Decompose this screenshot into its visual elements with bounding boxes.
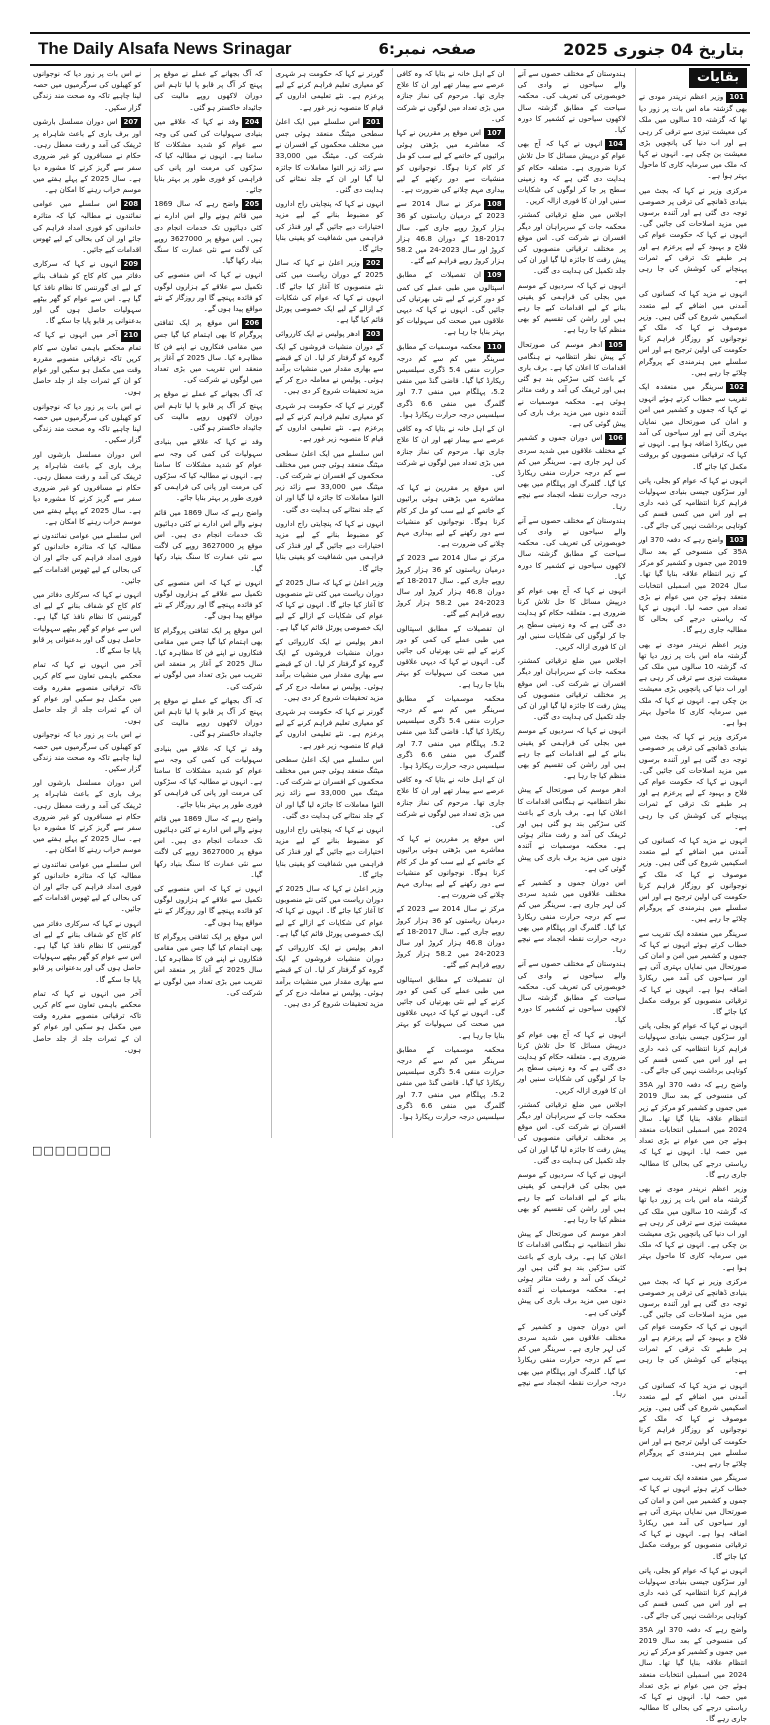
- article-column: [271, 68, 386, 1138]
- paragraph-text: انہوں نے مزید کہا کہ کسانوں کی آمدنی میں اضافے کے لیے متعدد اسکیمیں شروع کی گئی ہیں۔ وزیر موصوف نے کہا کہ ملک کے نوجوانوں کو روزگار فراہم کرنا حکومت کی اولین ترجیح ہے اور اس سلسلے میں ہنرمندی کے پروگرام چلائے جا رہے ہیں۔: [638, 289, 747, 377]
- paragraph-text: اجلاس میں ضلع ترقیاتی کمشنر، محکمہ جات کے سربراہان اور دیگر افسران نے شرکت کی۔ اس موقع پر مختلف ترقیاتی منصوبوں کی پیش رفت کا جائزہ لیا گیا اور ان کی جلد تکمیل کی ہدایت دی گئی۔: [517, 210, 626, 276]
- section-label: بقایات: [689, 68, 747, 88]
- article-paragraph: [518, 280, 626, 336]
- article-column: [635, 68, 750, 1724]
- paragraph-text: اس دوران مسلسل بارشوں اور برف باری کے باعث شاہراہ پر ٹریفک کی آمد و رفت معطل رہی۔ حکام نے مسافروں کو غیر ضروری سفر سے گریز کرنے کا مشورہ دیا ہے۔ سال 2025 کے پہلے ہفتے میں موسم خراب رہنے کا امکان ہے۔: [32, 778, 142, 855]
- article-paragraph: [396, 623, 504, 690]
- paragraph-text: وزیر اعظم نریندر مودی نے بھی گزشتہ ماہ اس بات پر زور دیا تھا کہ گزشتہ 10 سالوں میں ملک کی معیشت تیزی سے ترقی کر رہی ہے اور اب دنیا کی پانچویں بڑی معیشت بن چکی ہے۔ انہوں نے کہا کہ ملک میں سرمایہ کاری کا ماحول بہتر ہوا ہے۔: [638, 1184, 747, 1272]
- article-paragraph: [396, 68, 504, 124]
- paragraph-text: اس دوران مسلسل بارشوں اور برف باری کے باعث شاہراہ پر ٹریفک کی آمد و رفت معطل رہی۔ حکام نے مسافروں کو غیر ضروری سفر سے گریز کرنے کا مشورہ دیا ہے۔ سال 2025 کے پہلے ہفتے میں موسم خراب رہنے کا امکان ہے۔: [32, 449, 142, 526]
- article-paragraph: [154, 813, 262, 880]
- article-paragraph: [154, 269, 262, 314]
- article-paragraph: [33, 198, 141, 255]
- article-paragraph: [518, 68, 626, 135]
- page-number: صفحہ نمبر:6: [378, 40, 477, 58]
- article-paragraph: [396, 552, 504, 619]
- article-paragraph: [639, 534, 747, 636]
- article-paragraph: [33, 449, 141, 527]
- paragraph-text: ان کے اہل خانہ نے بتایا کہ وہ کافی عرصے سے بیمار تھے اور ان کا علاج جاری تھا۔ مرحوم کی نماز جنازہ میں بڑی تعداد میں لوگوں نے شرکت کی۔: [396, 775, 505, 829]
- article-paragraph: [639, 639, 747, 729]
- paragraph-text: مرکزی وزیر نے کہا کہ بجٹ میں بنیادی ڈھانچے کی ترقی پر خصوصی توجہ دی گئی ہے اور آئندہ برسوں میں مزید اصلاحات کی جائیں گی۔ انہوں نے کہا کہ حکومت عوام کی فلاح و بہبود کے لیے پرعزم ہے اور ہر طبقے تک ترقی کے ثمرات پہنچانے کی کوشش کی جا رہی ہے۔: [638, 1276, 747, 1376]
- article-paragraph: [518, 958, 626, 1025]
- article-paragraph: [396, 341, 504, 420]
- article-paragraph: [518, 1169, 626, 1225]
- continuation-number: 108: [484, 199, 505, 210]
- paragraph-text: انہوں نے کہا کہ سرکاری دفاتر میں کام کاج کو شفاف بنانے کے لیے ای گورننس کا نظام نافذ کیا گیا ہے۔ اس سے عوام کو گھر بیٹھے سہولیات حاصل ہوں گی اور بدعنوانی پر قابو پایا جا سکے گا۔: [32, 259, 142, 326]
- paragraph-text: ان کے اہل خانہ نے بتایا کہ وہ کافی عرصے سے بیمار تھے اور ان کا علاج جاری تھا۔ مرحوم کی نماز جنازہ میں بڑی تعداد میں لوگوں نے شرکت کی۔: [396, 424, 505, 478]
- article-paragraph: [518, 138, 626, 206]
- article-paragraph: [396, 482, 504, 549]
- paragraph-text: سرینگر میں منعقدہ ایک تقریب سے خطاب کرتے ہوئے انہوں نے کہا کہ جموں و کشمیر میں امن و امان کی صورتحال میں نمایاں بہتری آئی ہے اور سیاحوں کی آمد میں ریکارڈ اضافہ ہوا ہے۔ انہوں نے کہا کہ ترقیاتی منصوبوں کو بروقت مکمل کیا جائے گا۔: [638, 382, 747, 471]
- paragraph-text: اس دوران جموں و کشمیر کے مختلف علاقوں میں شدید سردی کی لہر جاری ہے۔ سرینگر میں کم سے کم درجہ حرارت منفی ریکارڈ کیا گیا۔ گلمرگ اور پہلگام میں بھی درجہ حرارت نقطہ انجماد سے نیچے رہا۔: [517, 433, 626, 511]
- paragraph-text: اس موقع پر ایک ثقافتی پروگرام کا بھی اہتمام کیا گیا جس میں مقامی فنکاروں نے اپنے فن کا مظاہرہ کیا۔ سال 2025 کے آغاز پر منعقد اس تقریب میں بڑی تعداد میں لوگوں نے شرکت کی۔: [154, 625, 263, 691]
- article-paragraph: [33, 258, 141, 326]
- article-paragraph: [275, 328, 383, 396]
- paragraph-text: انہوں نے کہا کہ سردیوں کے موسم میں بجلی کی فراہمی کو یقینی بنانے کے لیے اقدامات کیے جا رہے ہیں اور راشن کی تقسیم کو بھی منظم کیا جا رہا ہے۔: [517, 726, 626, 781]
- paragraph-text: ادھر پولیس نے ایک کارروائی کے دوران منشیات فروشوں کے ایک گروہ کو گرفتار کر لیا۔ ان کے قبضے سے بھاری مقدار میں منشیات برآمد ہوئی۔ پولیس نے معاملہ درج کر کے مزید تحقیقات شروع کر دی ہیں۔: [275, 636, 384, 702]
- article-paragraph: [275, 198, 383, 254]
- article-paragraph: [396, 269, 504, 337]
- article-paragraph: [639, 1276, 747, 1377]
- article-paragraph: [275, 448, 383, 515]
- article-paragraph: [518, 339, 626, 430]
- article-paragraph: [275, 636, 383, 703]
- paragraph-text: انہوں نے کہا کہ اس منصوبے کی تکمیل سے علاقے کے ہزاروں لوگوں کو فائدہ پہنچے گا اور روزگار کے نئے مواقع پیدا ہوں گے۔: [154, 884, 263, 927]
- paragraph-text: انہوں نے کہا کہ عوام کو بجلی، پانی اور سڑکوں جیسی بنیادی سہولیات فراہم کرنا انتظامیہ کی ذمہ داری ہے اور اس میں کسی قسم کی کوتاہی برداشت نہیں کی جائے گی۔: [638, 1565, 747, 1620]
- paragraph-text: سرینگر میں منعقدہ ایک تقریب سے خطاب کرتے ہوئے انہوں نے کہا کہ جموں و کشمیر میں امن و امان کی صورتحال میں نمایاں بہتری آئی ہے اور سیاحوں کی آمد میں ریکارڈ اضافہ ہوا ہے۔ انہوں نے کہا کہ ترقیاتی منصوبوں کو بروقت مکمل کیا جائے گا۔: [638, 928, 747, 1017]
- continuation-number: 103: [726, 535, 747, 546]
- article-paragraph: [639, 1565, 747, 1621]
- article-paragraph: [518, 209, 626, 276]
- paragraph-text: انہوں نے کہا کہ آج بھی عوام کو درپیش مسائل کا حل تلاش کرنا ضروری ہے۔ متعلقہ حکام کو ہدایت دی گئی ہے کہ وہ زمینی سطح پر جا کر لوگوں کی شکایات سنیں اور ان کا فوری ازالہ کریں۔: [517, 585, 626, 651]
- article-paragraph: [518, 1029, 626, 1096]
- continuation-number: 201: [363, 117, 384, 128]
- paragraph-text: انہوں نے کہا کہ سرکاری دفاتر میں کام کاج کو شفاف بنانے کے لیے ای گورننس کا نظام نافذ کیا گیا ہے۔ اس سے عوام کو گھر بیٹھے سہولیات حاصل ہوں گی اور بدعنوانی پر قابو پایا جا سکے گا۔: [32, 589, 142, 655]
- article-paragraph: [639, 1472, 747, 1562]
- continuation-number: 107: [484, 128, 505, 139]
- article-paragraph: [33, 116, 141, 195]
- continuation-number: 110: [484, 342, 505, 353]
- paragraph-text: اس موقع پر مقررین نے کہا کہ معاشرے میں بڑھتی ہوئی برائیوں کے خاتمے کے لیے سب کو مل کر کام کرنا ہوگا۔ نوجوانوں کو منشیات سے دور رکھنے کے لیے بیداری مہم چلانے کی ضرورت ہے۔: [396, 483, 505, 549]
- continuation-number: 106: [605, 433, 626, 444]
- paragraph-text: انہوں نے کہا کہ عوام کو بجلی، پانی اور سڑکوں جیسی بنیادی سہولیات فراہم کرنا انتظامیہ کی ذمہ داری ہے اور اس میں کسی قسم کی کوتاہی برداشت نہیں کی جائے گی۔: [638, 1021, 747, 1076]
- article-paragraph: [518, 1321, 626, 1399]
- paragraph-text: ہندوستان کے مختلف حصوں سے آنے والے سیاحوں نے وادی کی خوبصورتی کی تعریف کی۔ محکمہ سیاحت کے مطابق گزشتہ سال لاکھوں سیاحوں نے کشمیر کا دورہ کیا۔: [517, 69, 626, 135]
- article-paragraph: [275, 883, 383, 939]
- article-paragraph: [639, 1183, 747, 1273]
- article-paragraph: [275, 942, 383, 1009]
- paragraph-text: وفد نے کہا کہ علاقے میں بنیادی سہولیات کی کمی کی وجہ سے عوام کو شدید مشکلات کا سامنا ہے۔ انہوں نے مطالبہ کیا کہ سڑکوں کی مرمت اور پانی کی فراہمی کو فوری طور پر بہتر بنایا جائے۔: [154, 743, 263, 809]
- article-paragraph: [396, 198, 504, 266]
- issue-date: بتاریخ 04 جنوری 2025: [563, 39, 744, 59]
- paragraph-text: مرکز نے سال 2014 سے 2023 کے درمیان ریاستوں کو 36 ہزار کروڑ روپے جاری کیے۔ سال 2017-18 کے دوران 46.8 ہزار کروڑ اور سال 2023-24 میں 58.2 ہزار کروڑ روپے فراہم کیے گئے۔: [396, 199, 505, 266]
- article-paragraph: [33, 918, 141, 985]
- paragraph-text: آخر میں انہوں نے کہا کہ تمام محکمے باہمی تعاون سے کام کریں تاکہ ترقیاتی منصوبے مقررہ وقت میں مکمل ہو سکیں اور عوام کو ان کے ثمرات جلد از جلد حاصل ہوں۔: [32, 660, 142, 726]
- article-paragraph: [33, 777, 141, 855]
- paragraph-text: اس دوران جموں و کشمیر کے مختلف علاقوں میں شدید سردی کی لہر جاری ہے۔ سرینگر میں کم سے کم درجہ حرارت منفی ریکارڈ کیا گیا۔ گلمرگ اور پہلگام میں بھی درجہ حرارت نقطہ انجماد سے نیچے رہا۔: [517, 1321, 626, 1398]
- continuation-number: 105: [605, 340, 626, 351]
- article-paragraph: [518, 432, 626, 511]
- paragraph-text: محکمہ موسمیات کے مطابق سرینگر میں کم سے کم درجہ حرارت منفی 5.4 ڈگری سیلسیس ریکارڈ کیا گیا۔ قاضی گنڈ میں منفی 5.2، پہلگام میں منفی 7.7 اور گلمرگ میں منفی 6.6 ڈگری سیلسیس درجہ حرارت ریکارڈ ہوا۔: [396, 341, 505, 419]
- article-paragraph: [639, 91, 747, 182]
- article-paragraph: [275, 577, 383, 633]
- article-paragraph: [518, 877, 626, 955]
- paragraph-text: اس سلسلے میں عوامی نمائندوں نے مطالبہ کیا کہ متاثرہ خاندانوں کو فوری امداد فراہم کی جائے اور ان کی بحالی کے لیے ٹھوس اقدامات کیے جائیں۔: [32, 859, 142, 914]
- paragraph-text: ان کے اہل خانہ نے بتایا کہ وہ کافی عرصے سے بیمار تھے اور ان کا علاج جاری تھا۔ مرحوم کی نماز جنازہ میں بڑی تعداد میں لوگوں نے شرکت کی۔: [396, 69, 505, 123]
- article-paragraph: [396, 423, 504, 479]
- paragraph-text: وفد نے کہا کہ علاقے میں بنیادی سہولیات کی کمی کی وجہ سے عوام کو شدید مشکلات کا سامنا ہے۔ انہوں نے مطالبہ کیا کہ سڑکوں کی مرمت اور پانی کی فراہمی کو فوری طور پر بہتر بنایا جائے۔: [154, 437, 263, 503]
- paragraph-text: ادھر پولیس نے ایک کارروائی کے دوران منشیات فروشوں کے ایک گروہ کو گرفتار کر لیا۔ ان کے قبضے سے بھاری مقدار میں منشیات برآمد ہوئی۔ پولیس نے معاملہ درج کر کے مزید تحقیقات شروع کر دی ہیں۔: [275, 943, 384, 1009]
- paragraph-text: انہوں نے کہا کہ پنچایتی راج اداروں کو مضبوط بنانے کے لیے مزید اختیارات دیے جائیں گے اور فنڈز کی فراہمی میں شفافیت کو یقینی بنایا جائے گا۔: [275, 518, 384, 573]
- article-column: [392, 68, 507, 1138]
- continuation-number: 101: [726, 92, 747, 103]
- paragraph-text: انہوں نے کہا کہ پنچایتی راج اداروں کو مضبوط بنانے کے لیے مزید اختیارات دیے جائیں گے اور فنڈز کی فراہمی میں شفافیت کو یقینی بنایا جائے گا۔: [275, 825, 384, 879]
- paragraph-text: ادھر پولیس نے ایک کارروائی کے دوران منشیات فروشوں کے ایک گروہ کو گرفتار کر لیا۔ ان کے قبضے سے بھاری مقدار میں منشیات برآمد ہوئی۔ پولیس نے معاملہ درج کر کے مزید تحقیقات شروع کر دی ہیں۔: [275, 329, 384, 396]
- article-paragraph: [518, 655, 626, 722]
- article-paragraph: [275, 400, 383, 445]
- paragraph-text: اس سلسلے میں عوامی نمائندوں نے مطالبہ کیا کہ متاثرہ خاندانوں کو فوری امداد فراہم کی جائے اور ان کی بحالی کے لیے ٹھوس اقدامات کیے جائیں۔: [32, 530, 142, 585]
- paragraph-text: اس سلسلے میں ایک اعلیٰ سطحی میٹنگ منعقد ہوئی جس میں مختلف محکموں کے افسران نے شرکت کی۔ میٹنگ میں 33,000 سے زائد زیر التوا معاملات کا جائزہ لیا گیا اور ان کے جلد نمٹانے کی ہدایت دی گئی۔: [275, 116, 384, 195]
- footer-marks: □□□□□□□: [32, 1144, 112, 1157]
- paragraph-text: واضح رہے کہ سال 1869 میں قائم ہونے والے اس ادارے نے کئی دہائیوں تک خدمات انجام دی ہیں۔ اس موقع پر 3627000 روپے کی لاگت سے نئی عمارت کا سنگ بنیاد رکھا گیا۔: [154, 813, 263, 879]
- paragraph-text: وزیر اعظم نریندر مودی نے بھی گزشتہ ماہ اس بات پر زور دیا تھا کہ گزشتہ 10 سالوں میں ملک کی معیشت تیزی سے ترقی کر رہی ہے اور اب دنیا کی پانچویں بڑی معیشت بن چکی ہے۔ انہوں نے کہا کہ ملک میں سرمایہ کاری کا ماحول بہتر ہوا ہے۔: [638, 92, 748, 181]
- paragraph-text: اس سلسلے میں ایک اعلیٰ سطحی میٹنگ منعقد ہوئی جس میں مختلف محکموں کے افسران نے شرکت کی۔ میٹنگ میں 33,000 سے زائد زیر التوا معاملات کا جائزہ لیا گیا اور ان کے جلد نمٹانے کی ہدایت دی گئی۔: [275, 448, 384, 514]
- paragraph-text: ادھر موسم کی صورتحال کے پیش نظر انتظامیہ نے ہنگامی اقدامات کا اعلان کیا ہے۔ برف باری کے باعث کئی سڑکیں بند ہو گئی ہیں اور ٹریفک کی آمد و رفت متاثر ہوئی ہے۔ محکمہ موسمیات نے آئندہ دنوں میں مزید برف باری کی پیش گوئی کی ہے۔: [517, 785, 626, 873]
- paragraph-text: انہوں نے کہا کہ عوام کو بجلی، پانی اور سڑکوں جیسی بنیادی سہولیات فراہم کرنا انتظامیہ کی ذمہ داری ہے اور اس میں کسی قسم کی کوتاہی برداشت نہیں کی جائے گی۔: [638, 475, 747, 530]
- paragraph-text: اس دوران مسلسل بارشوں اور برف باری کے باعث شاہراہ پر ٹریفک کی آمد و رفت معطل رہی۔ حکام نے مسافروں کو غیر ضروری سفر سے گریز کرنے کا مشورہ دیا ہے۔ سال 2025 کے پہلے ہفتے میں موسم خراب رہنے کا امکان ہے۔: [32, 116, 142, 195]
- paragraph-text: انہوں نے کہا کہ اس منصوبے کی تکمیل سے علاقے کے ہزاروں لوگوں کو فائدہ پہنچے گا اور روزگار کے نئے مواقع پیدا ہوں گے۔: [154, 270, 263, 314]
- article-paragraph: [33, 589, 141, 656]
- paragraph-text: واضح رہے کہ دفعہ 370 اور 35A کی منسوخی کے بعد سال 2019 میں جموں و کشمیر کو مرکز کے زیر انتظام علاقہ بنایا گیا تھا۔ سال 2024 میں اسمبلی انتخابات منعقد ہوئے جن میں عوام نے بڑی تعداد میں حصہ لیا۔ انہوں نے کہا کہ ریاستی درجے کی بحالی کا مطالبہ جاری رہے گا۔: [638, 1624, 747, 1724]
- continuation-number: 209: [121, 259, 142, 270]
- article-paragraph: [639, 1079, 747, 1180]
- paragraph-text: ہندوستان کے مختلف حصوں سے آنے والے سیاحوں نے وادی کی خوبصورتی کی تعریف کی۔ محکمہ سیاحت کے مطابق گزشتہ سال لاکھوں سیاحوں نے کشمیر کا دورہ کیا۔: [517, 515, 626, 581]
- paragraph-text: اجلاس میں ضلع ترقیاتی کمشنر، محکمہ جات کے سربراہان اور دیگر افسران نے شرکت کی۔ اس موقع پر مختلف ترقیاتی منصوبوں کی پیش رفت کا جائزہ لیا گیا اور ان کی جلد تکمیل کی ہدایت دی گئی۔: [517, 656, 626, 722]
- continuation-number: 202: [363, 258, 384, 269]
- paragraph-text: گورنر نے کہا کہ حکومت ہر شہری کو معیاری تعلیم فراہم کرنے کے لیے پرعزم ہے۔ نئے تعلیمی اداروں کے قیام کا منصوبہ زیر غور ہے۔: [275, 69, 384, 112]
- article-paragraph: [275, 518, 383, 574]
- article-paragraph: [639, 731, 747, 832]
- paragraph-text: انہوں نے کہا کہ پنچایتی راج اداروں کو مضبوط بنانے کے لیے مزید اختیارات دیے جائیں گے اور فنڈز کی فراہمی میں شفافیت کو یقینی بنایا جائے گا۔: [275, 199, 384, 254]
- paragraph-text: واضح رہے کہ سال 1869 میں قائم ہونے والے اس ادارے نے کئی دہائیوں تک خدمات انجام دی ہیں۔ اس موقع پر 3627000 روپے کی لاگت سے نئی عمارت کا سنگ بنیاد رکھا گیا۔: [154, 199, 263, 266]
- article-paragraph: [275, 68, 383, 113]
- paragraph-text: ان تفصیلات کے مطابق اسپتالوں میں طبی عملے کی کمی کو دور کرنے کے لیے نئی بھرتیاں کی جائیں گی۔ انہوں نے کہا کہ دیہی علاقوں میں صحت کی سہولیات کو بہتر بنایا جا رہا ہے۔: [396, 270, 505, 337]
- paragraph-text: ادھر موسم کی صورتحال کے پیش نظر انتظامیہ نے ہنگامی اقدامات کا اعلان کیا ہے۔ برف باری کے باعث کئی سڑکیں بند ہو گئی ہیں اور ٹریفک کی آمد و رفت متاثر ہوئی ہے۔ محکمہ موسمیات نے آئندہ دنوں میں مزید برف باری کی پیش گوئی کی ہے۔: [517, 339, 626, 429]
- paragraph-text: ادھر موسم کی صورتحال کے پیش نظر انتظامیہ نے ہنگامی اقدامات کا اعلان کیا ہے۔ برف باری کے باعث کئی سڑکیں بند ہو گئی ہیں اور ٹریفک کی آمد و رفت متاثر ہوئی ہے۔ محکمہ موسمیات نے آئندہ دنوں میں مزید برف باری کی پیش گوئی کی ہے۔: [517, 1229, 626, 1317]
- continuation-number: 210: [121, 330, 142, 341]
- article-paragraph: [33, 729, 141, 774]
- article-paragraph: [518, 1099, 626, 1166]
- paragraph-text: اس سلسلے میں ایک اعلیٰ سطحی میٹنگ منعقد ہوئی جس میں مختلف محکموں کے افسران نے شرکت کی۔ میٹنگ میں 33,000 سے زائد زیر التوا معاملات کا جائزہ لیا گیا اور ان کے جلد نمٹانے کی ہدایت دی گئی۔: [275, 754, 384, 820]
- newspaper-name: The Daily Alsafa News Srinagar: [38, 39, 292, 58]
- paragraph-text: وفد نے کہا کہ علاقے میں بنیادی سہولیات کی کمی کی وجہ سے عوام کو شدید مشکلات کا سامنا ہے۔ انہوں نے مطالبہ کیا کہ سڑکوں کی مرمت اور پانی کی فراہمی کو فوری طور پر بہتر بنایا جائے۔: [154, 116, 263, 195]
- paragraph-text: سرینگر میں منعقدہ ایک تقریب سے خطاب کرتے ہوئے انہوں نے کہا کہ جموں و کشمیر میں امن و امان کی صورتحال میں نمایاں بہتری آئی ہے اور سیاحوں کی آمد میں ریکارڈ اضافہ ہوا ہے۔ انہوں نے کہا کہ ترقیاتی منصوبوں کو بروقت مکمل کیا جائے گا۔: [638, 1473, 747, 1561]
- paragraph-text: ان تفصیلات کے مطابق اسپتالوں میں طبی عملے کی کمی کو دور کرنے کے لیے نئی بھرتیاں کی جائیں گی۔ انہوں نے کہا کہ دیہی علاقوں میں صحت کی سہولیات کو بہتر بنایا جا رہا ہے۔: [396, 623, 505, 689]
- article-paragraph: [639, 1624, 747, 1725]
- article-column: [514, 68, 629, 1398]
- article-paragraph: [275, 824, 383, 880]
- article-paragraph: [639, 185, 747, 286]
- article-column: [30, 68, 144, 1138]
- paragraph-text: گورنر نے کہا کہ حکومت ہر شہری کو معیاری تعلیم فراہم کرنے کے لیے پرعزم ہے۔ نئے تعلیمی اداروں کے قیام کا منصوبہ زیر غور ہے۔: [275, 400, 384, 444]
- paragraph-text: نے اس بات پر زور دیا کہ نوجوانوں کو کھیلوں کی سرگرمیوں میں حصہ لینا چاہیے تاکہ وہ صحت مند زندگی گزار سکیں۔: [32, 69, 142, 112]
- article-paragraph: [275, 116, 383, 195]
- paragraph-text: آخر میں انہوں نے کہا کہ تمام محکمے باہمی تعاون سے کام کریں تاکہ ترقیاتی منصوبے مقررہ وقت میں مکمل ہو سکیں اور عوام کو ان کے ثمرات جلد از جلد حاصل ہوں۔: [32, 988, 142, 1054]
- paragraph-text: مرکز نے سال 2014 سے 2023 کے درمیان ریاستوں کو 36 ہزار کروڑ روپے جاری کیے۔ سال 2017-18 کے دوران 46.8 ہزار کروڑ اور سال 2023-24 میں 58.2 ہزار کروڑ روپے فراہم کیے گئے۔: [396, 553, 505, 619]
- article-paragraph: [154, 931, 262, 998]
- article-paragraph: [396, 974, 504, 1041]
- article-paragraph: [639, 381, 747, 472]
- article-paragraph: [33, 401, 141, 446]
- paragraph-text: انہوں نے مزید کہا کہ کسانوں کی آمدنی میں اضافے کے لیے متعدد اسکیمیں شروع کی گئی ہیں۔ وزیر موصوف نے کہا کہ ملک کے نوجوانوں کو روزگار فراہم کرنا حکومت کی اولین ترجیح ہے اور اس سلسلے میں ہنرمندی کے پروگرام چلائے جا رہے ہیں۔: [638, 1380, 747, 1468]
- article-paragraph: [33, 859, 141, 915]
- article-paragraph: [396, 127, 504, 195]
- article-paragraph: [396, 1044, 504, 1122]
- article-paragraph: [396, 774, 504, 830]
- paragraph-text: محکمہ موسمیات کے مطابق سرینگر میں کم سے کم درجہ حرارت منفی 5.4 ڈگری سیلسیس ریکارڈ کیا گیا۔ قاضی گنڈ میں منفی 5.2، پہلگام میں منفی 7.7 اور گلمرگ میں منفی 6.6 ڈگری سیلسیس درجہ حرارت ریکارڈ ہوا۔: [396, 1044, 505, 1122]
- paragraph-text: اس موقع پر مقررین نے کہا کہ معاشرے میں بڑھتی ہوئی برائیوں کے خاتمے کے لیے سب کو مل کر کام کرنا ہوگا۔ نوجوانوں کو منشیات سے دور رکھنے کے لیے بیداری مہم چلانے کی ضرورت ہے۔: [396, 834, 505, 900]
- paragraph-text: مرکزی وزیر نے کہا کہ بجٹ میں بنیادی ڈھانچے کی ترقی پر خصوصی توجہ دی گئی ہے اور آئندہ برسوں میں مزید اصلاحات کی جائیں گی۔ انہوں نے کہا کہ حکومت عوام کی فلاح و بہبود کے لیے پرعزم ہے اور ہر طبقے تک ترقی کے ثمرات پہنچانے کی کوشش کی جا رہی ہے۔: [638, 732, 747, 831]
- paragraph-text: واضح رہے کہ دفعہ 370 اور 35A کی منسوخی کے بعد سال 2019 میں جموں و کشمیر کو مرکز کے زیر انتظام علاقہ بنایا گیا تھا۔ سال 2024 میں اسمبلی انتخابات منعقد ہوئے جن میں عوام نے بڑی تعداد میں حصہ لیا۔ انہوں نے کہا کہ ریاستی درجے کی بحالی کا مطالبہ جاری رہے گا۔: [638, 1080, 747, 1179]
- article-paragraph: [275, 257, 383, 325]
- paragraph-text: انہوں نے کہا کہ اس منصوبے کی تکمیل سے علاقے کے ہزاروں لوگوں کو فائدہ پہنچے گا اور روزگار کے نئے مواقع پیدا ہوں گے۔: [154, 577, 263, 621]
- article-column: [150, 68, 265, 1138]
- article-paragraph: [154, 743, 262, 810]
- article-paragraph: [639, 928, 747, 1018]
- paragraph-text: کہ آگ بجھانے کے عملے نے موقع پر پہنچ کر آگ پر قابو پا لیا تاہم اس دوران لاکھوں روپے مالیت کی جائیداد خاکستر ہو گئی۔: [154, 69, 263, 112]
- paragraph-text: اس دوران جموں و کشمیر کے مختلف علاقوں میں شدید سردی کی لہر جاری ہے۔ سرینگر میں کم سے کم درجہ حرارت منفی ریکارڈ کیا گیا۔ گلمرگ اور پہلگام میں بھی درجہ حرارت نقطہ انجماد سے نیچے رہا۔: [517, 878, 626, 955]
- paragraph-text: وزیر اعلیٰ نے کہا کہ سال 2025 کے دوران ریاست میں کئی نئے منصوبوں کا آغاز کیا جائے گا۔ انہوں نے کہا کہ عوام کی شکایات کے ازالے کے لیے ایک خصوصی پورٹل قائم کیا گیا ہے۔: [275, 884, 384, 938]
- paragraph-text: اس سلسلے میں عوامی نمائندوں نے مطالبہ کیا کہ متاثرہ خاندانوں کو فوری امداد فراہم کی جائے اور ان کی بحالی کے لیے ٹھوس اقدامات کیے جائیں۔: [32, 199, 142, 255]
- article-paragraph: [639, 475, 747, 531]
- article-paragraph: [275, 754, 383, 821]
- article-paragraph: [396, 833, 504, 900]
- article-paragraph: [518, 1228, 626, 1318]
- article-columns: [30, 68, 750, 1724]
- paragraph-text: وزیر اعلیٰ نے کہا کہ سال 2025 کے دوران ریاست میں کئی نئے منصوبوں کا آغاز کیا جائے گا۔ انہوں نے کہا کہ عوام کی شکایات کے ازالے کے لیے ایک خصوصی پورٹل قائم کیا گیا ہے۔: [275, 258, 384, 325]
- paragraph-text: کہ آگ بجھانے کے عملے نے موقع پر پہنچ کر آگ پر قابو پا لیا تاہم اس دوران لاکھوں روپے مالیت کی جائیداد خاکستر ہو گئی۔: [154, 389, 263, 433]
- continuation-number: 207: [121, 117, 142, 128]
- paragraph-text: کہ آگ بجھانے کے عملے نے موقع پر پہنچ کر آگ پر قابو پا لیا تاہم اس دوران لاکھوں روپے مالیت کی جائیداد خاکستر ہو گئی۔: [154, 695, 263, 739]
- article-paragraph: [154, 695, 262, 740]
- article-paragraph: [154, 388, 262, 433]
- article-paragraph: [154, 436, 262, 503]
- continuation-number: 205: [242, 199, 263, 210]
- paragraph-text: نے اس بات پر زور دیا کہ نوجوانوں کو کھیلوں کی سرگرمیوں میں حصہ لینا چاہیے تاکہ وہ صحت مند زندگی گزار سکیں۔: [32, 401, 142, 445]
- paragraph-text: ان تفصیلات کے مطابق اسپتالوں میں طبی عملے کی کمی کو دور کرنے کے لیے نئی بھرتیاں کی جائیں گی۔ انہوں نے کہا کہ دیہی علاقوں میں صحت کی سہولیات کو بہتر بنایا جا رہا ہے۔: [396, 974, 505, 1040]
- paragraph-text: واضح رہے کہ دفعہ 370 اور 35A کی منسوخی کے بعد سال 2019 میں جموں و کشمیر کو مرکز کے زیر انتظام علاقہ بنایا گیا تھا۔ سال 2024 میں اسمبلی انتخابات منعقد ہوئے جن میں عوام نے بڑی تعداد میں حصہ لیا۔ انہوں نے کہا کہ ریاستی درجے کی بحالی کا مطالبہ جاری رہے گا۔: [638, 534, 747, 635]
- article-paragraph: [639, 1380, 747, 1470]
- article-paragraph: [154, 507, 262, 574]
- article-paragraph: [639, 288, 747, 378]
- article-paragraph: [639, 835, 747, 925]
- article-paragraph: [518, 725, 626, 781]
- paragraph-text: وزیر اعلیٰ نے کہا کہ سال 2025 کے دوران ریاست میں کئی نئے منصوبوں کا آغاز کیا جائے گا۔ انہوں نے کہا کہ عوام کی شکایات کے ازالے کے لیے ایک خصوصی پورٹل قائم کیا گیا ہے۔: [275, 577, 384, 632]
- article-paragraph: [396, 903, 504, 970]
- article-paragraph: [396, 693, 504, 771]
- paragraph-text: انہوں نے کہا کہ آج بھی عوام کو درپیش مسائل کا حل تلاش کرنا ضروری ہے۔ متعلقہ حکام کو ہدایت دی گئی ہے کہ وہ زمینی سطح پر جا کر لوگوں کی شکایات سنیں اور ان کا فوری ازالہ کریں۔: [517, 139, 626, 206]
- article-paragraph: [33, 659, 141, 726]
- article-paragraph: [154, 577, 262, 622]
- article-paragraph: [518, 784, 626, 874]
- continuation-number: 208: [121, 199, 142, 210]
- paragraph-text: انہوں نے مزید کہا کہ کسانوں کی آمدنی میں اضافے کے لیے متعدد اسکیمیں شروع کی گئی ہیں۔ وزیر موصوف نے کہا کہ ملک کے نوجوانوں کو روزگار فراہم کرنا حکومت کی اولین ترجیح ہے اور اس سلسلے میں ہنرمندی کے پروگرام چلائے جا رہے ہیں۔: [638, 836, 747, 924]
- paragraph-text: واضح رہے کہ سال 1869 میں قائم ہونے والے اس ادارے نے کئی دہائیوں تک خدمات انجام دی ہیں۔ اس موقع پر 3627000 روپے کی لاگت سے نئی عمارت کا سنگ بنیاد رکھا گیا۔: [154, 507, 263, 573]
- paragraph-text: انہوں نے کہا کہ سردیوں کے موسم میں بجلی کی فراہمی کو یقینی بنانے کے لیے اقدامات کیے جا رہے ہیں اور راشن کی تقسیم کو بھی منظم کیا جا رہا ہے۔: [517, 280, 626, 335]
- continuation-number: 203: [363, 329, 384, 340]
- continuation-number: 204: [242, 117, 263, 128]
- paragraph-text: اس موقع پر مقررین نے کہا کہ معاشرے میں بڑھتی ہوئی برائیوں کے خاتمے کے لیے سب کو مل کر کام کرنا ہوگا۔ نوجوانوں کو منشیات سے دور رکھنے کے لیے بیداری مہم چلانے کی ضرورت ہے۔: [396, 128, 505, 195]
- article-paragraph: [154, 116, 262, 195]
- paragraph-text: اجلاس میں ضلع ترقیاتی کمشنر، محکمہ جات کے سربراہان اور دیگر افسران نے شرکت کی۔ اس موقع پر مختلف ترقیاتی منصوبوں کی پیش رفت کا جائزہ لیا گیا اور ان کی جلد تکمیل کی ہدایت دی گئی۔: [517, 1099, 626, 1165]
- paragraph-text: اس موقع پر ایک ثقافتی پروگرام کا بھی اہتمام کیا گیا جس میں مقامی فنکاروں نے اپنے فن کا مظاہرہ کیا۔ سال 2025 کے آغاز پر منعقد اس تقریب میں بڑی تعداد میں لوگوں نے شرکت کی۔: [154, 931, 263, 997]
- article-paragraph: [275, 706, 383, 751]
- paragraph-text: مرکز نے سال 2014 سے 2023 کے درمیان ریاستوں کو 36 ہزار کروڑ روپے جاری کیے۔ سال 2017-18 کے دوران 46.8 ہزار کروڑ اور سال 2023-24 میں 58.2 ہزار کروڑ روپے فراہم کیے گئے۔: [396, 904, 505, 970]
- article-paragraph: [154, 68, 262, 113]
- paragraph-text: اس موقع پر ایک ثقافتی پروگرام کا بھی اہتمام کیا گیا جس میں مقامی فنکاروں نے اپنے فن کا مظاہرہ کیا۔ سال 2025 کے آغاز پر منعقد اس تقریب میں بڑی تعداد میں لوگوں نے شرکت کی۔: [154, 318, 263, 385]
- article-paragraph: [154, 883, 262, 928]
- paragraph-text: مرکزی وزیر نے کہا کہ بجٹ میں بنیادی ڈھانچے کی ترقی پر خصوصی توجہ دی گئی ہے اور آئندہ برسوں میں مزید اصلاحات کی جائیں گی۔ انہوں نے کہا کہ حکومت عوام کی فلاح و بہبود کے لیے پرعزم ہے اور ہر طبقے تک ترقی کے ثمرات پہنچانے کی کوشش کی جا رہی ہے۔: [638, 185, 747, 285]
- paragraph-text: آخر میں انہوں نے کہا کہ تمام محکمے باہمی تعاون سے کام کریں تاکہ ترقیاتی منصوبے مقررہ وقت میں مکمل ہو سکیں اور عوام کو ان کے ثمرات جلد از جلد حاصل ہوں۔: [32, 330, 142, 397]
- article-paragraph: [33, 988, 141, 1055]
- paragraph-text: انہوں نے کہا کہ سرکاری دفاتر میں کام کاج کو شفاف بنانے کے لیے ای گورننس کا نظام نافذ کیا گیا ہے۔ اس سے عوام کو گھر بیٹھے سہولیات حاصل ہوں گی اور بدعنوانی پر قابو پایا جا سکے گا۔: [32, 918, 142, 984]
- article-paragraph: [518, 515, 626, 582]
- masthead: [30, 32, 750, 66]
- continuation-number: 104: [605, 139, 626, 150]
- paragraph-text: انہوں نے کہا کہ سردیوں کے موسم میں بجلی کی فراہمی کو یقینی بنانے کے لیے اقدامات کیے جا رہے ہیں اور راشن کی تقسیم کو بھی منظم کیا جا رہا ہے۔: [517, 1170, 626, 1224]
- paragraph-text: انہوں نے کہا کہ آج بھی عوام کو درپیش مسائل کا حل تلاش کرنا ضروری ہے۔ متعلقہ حکام کو ہدایت دی گئی ہے کہ وہ زمینی سطح پر جا کر لوگوں کی شکایات سنیں اور ان کا فوری ازالہ کریں۔: [517, 1029, 626, 1095]
- continuation-number: 102: [726, 382, 747, 393]
- article-paragraph: [518, 585, 626, 652]
- article-paragraph: [154, 317, 262, 385]
- paragraph-text: نے اس بات پر زور دیا کہ نوجوانوں کو کھیلوں کی سرگرمیوں میں حصہ لینا چاہیے تاکہ وہ صحت مند زندگی گزار سکیں۔: [32, 730, 142, 773]
- continuation-number: 109: [484, 270, 505, 281]
- continuation-number: 206: [242, 318, 263, 329]
- article-paragraph: [639, 1020, 747, 1076]
- paragraph-text: ہندوستان کے مختلف حصوں سے آنے والے سیاحوں نے وادی کی خوبصورتی کی تعریف کی۔ محکمہ سیاحت کے مطابق گزشتہ سال لاکھوں سیاحوں نے کشمیر کا دورہ کیا۔: [517, 959, 626, 1025]
- paragraph-text: گورنر نے کہا کہ حکومت ہر شہری کو معیاری تعلیم فراہم کرنے کے لیے پرعزم ہے۔ نئے تعلیمی اداروں کے قیام کا منصوبہ زیر غور ہے۔: [275, 706, 384, 750]
- article-paragraph: [33, 68, 141, 113]
- article-paragraph: [33, 329, 141, 397]
- paragraph-text: وزیر اعظم نریندر مودی نے بھی گزشتہ ماہ اس بات پر زور دیا تھا کہ گزشتہ 10 سالوں میں ملک کی معیشت تیزی سے ترقی کر رہی ہے اور اب دنیا کی پانچویں بڑی معیشت بن چکی ہے۔ انہوں نے کہا کہ ملک میں سرمایہ کاری کا ماحول بہتر ہوا ہے۔: [638, 639, 747, 727]
- paragraph-text: محکمہ موسمیات کے مطابق سرینگر میں کم سے کم درجہ حرارت منفی 5.4 ڈگری سیلسیس ریکارڈ کیا گیا۔ قاضی گنڈ میں منفی 5.2، پہلگام میں منفی 7.7 اور گلمرگ میں منفی 6.6 ڈگری سیلسیس درجہ حرارت ریکارڈ ہوا۔: [396, 693, 505, 770]
- article-paragraph: [154, 198, 262, 266]
- article-paragraph: [154, 625, 262, 692]
- article-paragraph: [33, 530, 141, 586]
